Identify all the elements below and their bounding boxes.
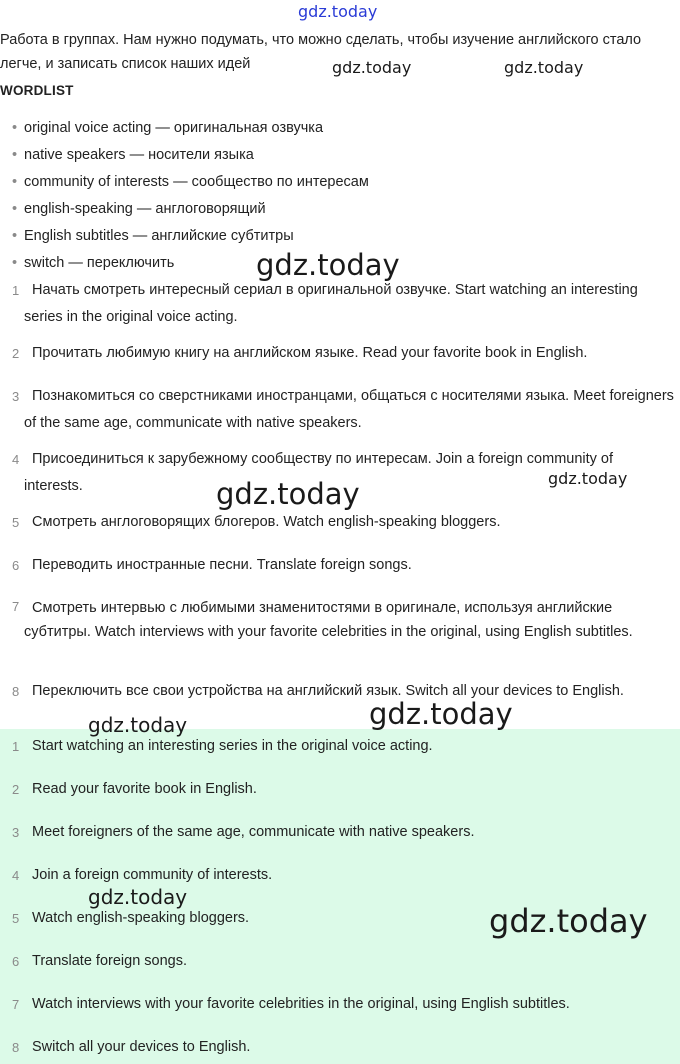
wordlist-heading: WORDLIST [0, 83, 74, 98]
bullet-icon: • [12, 147, 18, 163]
watermark: gdz.today [88, 713, 188, 737]
english-item: 1 Start watching an interesting series in the original voice acting. [12, 738, 433, 754]
idea-item: 7 Смотреть интервью с любимыми знаменитостями в оригинале, используя английские субтитры. Watch interviews with your favorite celebrities in the original, using English subtitles. [12, 599, 633, 640]
wordlist-item: • english-speaking — англоговорящий [0, 196, 369, 223]
idea-item: 3 Познакомиться со сверстниками иностранцами, общаться с носителями языка. Meet foreigners of the same age, communicate with native speakers. [12, 388, 674, 431]
wordlist-item: • native speakers — носители языка [0, 142, 369, 169]
watermark: gdz.today [332, 58, 412, 77]
watermark: gdz.today [489, 902, 648, 940]
wordlist-item: • English subtitles — английские субтитры [0, 223, 369, 250]
watermark: gdz.today [256, 248, 400, 282]
watermark: gdz.today [298, 2, 378, 21]
bullet-icon: • [12, 120, 18, 136]
idea-item: 6 Переводить иностранные песни. Translate foreign songs. [12, 557, 412, 573]
wordlist-item: • community of interests — сообщество по интересам [0, 169, 369, 196]
watermark: gdz.today [548, 469, 628, 488]
english-item: 5 Watch english-speaking bloggers. [12, 910, 250, 926]
idea-item: 2 Прочитать любимую книгу на английском языке. Read your favorite book in English. [12, 345, 588, 361]
bullet-icon: • [12, 255, 18, 271]
watermark: gdz.today [88, 885, 188, 909]
watermark: gdz.today [216, 477, 360, 511]
idea-item: 1 Начать смотреть интересный сериал в оригинальной озвучке. Start watching an interesting series in the original voice acting. [12, 282, 638, 325]
english-item: 7 Watch interviews with your favorite celebrities in the original, using English subtitles. [12, 996, 570, 1012]
task-intro: Работа в группах. Нам нужно подумать, что можно сделать, чтобы изучение английского стало легче, и записать список наших идей [0, 32, 642, 72]
wordlist-item: • switch — переключить [0, 250, 369, 277]
bullet-icon: • [12, 201, 18, 217]
bullet-icon: • [12, 174, 18, 190]
english-item: 2 Read your favorite book in English. [12, 781, 257, 797]
english-item: 6 Translate foreign songs. [12, 953, 188, 969]
english-item: 4 Join a foreign community of interests. [12, 867, 273, 883]
watermark: gdz.today [369, 697, 513, 731]
english-item: 3 Meet foreigners of the same age, communicate with native speakers. [12, 824, 475, 840]
idea-item: 8 Переключить все свои устройства на английский язык. Switch all your devices to English. [12, 683, 624, 699]
english-item: 8 Switch all your devices to English. [12, 1039, 251, 1055]
bullet-icon: • [12, 228, 18, 244]
watermark: gdz.today [504, 58, 584, 77]
idea-item: 4 Присоединиться к зарубежному сообществу по интересам. Join a foreign community of interests. [12, 451, 614, 494]
wordlist-item: • original voice acting — оригинальная озвучка [0, 115, 369, 142]
idea-item: 5 Смотреть англоговорящих блогеров. Watch english-speaking bloggers. [12, 514, 501, 530]
